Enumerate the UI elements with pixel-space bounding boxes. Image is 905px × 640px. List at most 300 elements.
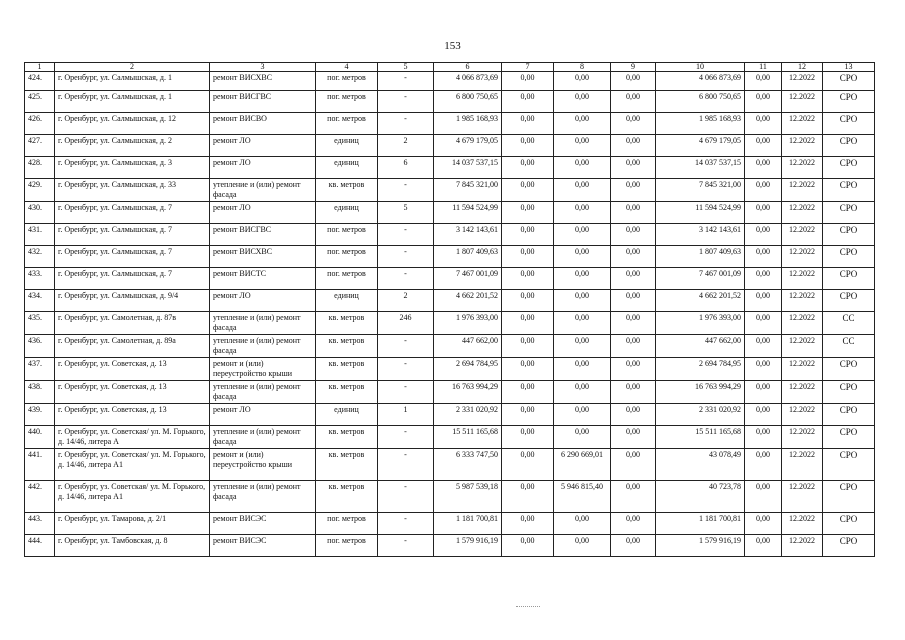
cell-col11-value: 0,00 (745, 449, 782, 481)
cell-unit: кв. метров (316, 449, 378, 481)
cell-work-type: ремонт ЛО (210, 135, 316, 157)
cell-source-code: СРО (823, 268, 875, 290)
cell-work-type: ремонт и (или) переустройство крыши (210, 449, 316, 481)
cell-col9-value: 0,00 (611, 113, 656, 135)
table-row (25, 91, 875, 113)
cell-col11-value: 0,00 (745, 91, 782, 113)
cell-col8-value: 0,00 (554, 224, 611, 246)
cell-quantity: - (378, 224, 434, 246)
cell-col7-value: 0,00 (502, 157, 554, 179)
table-row (25, 157, 875, 179)
cell-col9-value: 0,00 (611, 179, 656, 202)
cell-source-code: СРО (823, 157, 875, 179)
cell-source-code: СРО (823, 224, 875, 246)
cell-total-cost: 15 511 165,68 (434, 426, 502, 449)
cell-completion-date: 12.2022 (782, 358, 823, 381)
page-number: 153 (444, 40, 461, 52)
cell-col10-value: 1 579 916,19 (656, 535, 745, 557)
cell-col8-value: 6 290 669,01 (554, 449, 611, 481)
cell-total-cost: 16 763 994,29 (434, 381, 502, 404)
table-row (25, 179, 875, 202)
cell-total-cost: 1 985 168,93 (434, 113, 502, 135)
cell-col8-value: 0,00 (554, 358, 611, 381)
cell-address: г. Оренбург, уз. Советская/ ул. М. Горького, д. 14/46, литера А1 (55, 481, 210, 513)
cell-col9-value: 0,00 (611, 268, 656, 290)
cell-col8-value: 0,00 (554, 268, 611, 290)
cell-col9-value: 0,00 (611, 535, 656, 557)
cell-row-number: 427. (25, 135, 55, 157)
cell-total-cost: 4 066 873,69 (434, 72, 502, 91)
cell-col7-value: 0,00 (502, 426, 554, 449)
cell-work-type: ремонт ЛО (210, 404, 316, 426)
cell-work-type: ремонт ЛО (210, 157, 316, 179)
cell-col7-value: 0,00 (502, 312, 554, 335)
cell-address: г. Оренбург, ул. Самолетная, д. 89а (55, 335, 210, 358)
cell-quantity: - (378, 179, 434, 202)
cell-col11-value: 0,00 (745, 135, 782, 157)
cell-unit: пог. метров (316, 535, 378, 557)
cell-col8-value: 0,00 (554, 72, 611, 91)
column-header-3: 3 (210, 63, 316, 72)
cell-col8-value: 0,00 (554, 335, 611, 358)
cell-unit: единиц (316, 135, 378, 157)
cell-col9-value: 0,00 (611, 426, 656, 449)
cell-source-code: СРО (823, 246, 875, 268)
cell-col11-value: 0,00 (745, 157, 782, 179)
cell-col11-value: 0,00 (745, 513, 782, 535)
cell-unit: кв. метров (316, 312, 378, 335)
cell-source-code: СРО (823, 426, 875, 449)
cell-total-cost: 1 807 409,63 (434, 246, 502, 268)
cell-col11-value: 0,00 (745, 426, 782, 449)
cell-row-number: 432. (25, 246, 55, 268)
cell-total-cost: 11 594 524,99 (434, 202, 502, 224)
table-row (25, 290, 875, 312)
cell-col11-value: 0,00 (745, 224, 782, 246)
column-header-12: 12 (782, 63, 823, 72)
cell-source-code: СС (823, 312, 875, 335)
cell-total-cost: 7 467 001,09 (434, 268, 502, 290)
cell-col7-value: 0,00 (502, 246, 554, 268)
cell-col7-value: 0,00 (502, 335, 554, 358)
cell-total-cost: 7 845 321,00 (434, 179, 502, 202)
cell-total-cost: 5 987 539,18 (434, 481, 502, 513)
cell-source-code: СРО (823, 202, 875, 224)
cell-row-number: 440. (25, 426, 55, 449)
cell-work-type: ремонт ВИСТС (210, 268, 316, 290)
cell-col7-value: 0,00 (502, 290, 554, 312)
cell-completion-date: 12.2022 (782, 268, 823, 290)
table-row (25, 513, 875, 535)
cell-quantity: 6 (378, 157, 434, 179)
cell-total-cost: 3 142 143,61 (434, 224, 502, 246)
cell-row-number: 428. (25, 157, 55, 179)
cell-address: г. Оренбург, ул. Салмышская, д. 1 (55, 91, 210, 113)
cell-unit: кв. метров (316, 335, 378, 358)
cell-work-type: ремонт ВИСХВС (210, 246, 316, 268)
column-header-1: 1 (25, 63, 55, 72)
cell-unit: единиц (316, 290, 378, 312)
cell-col10-value: 4 679 179,05 (656, 135, 745, 157)
cell-row-number: 435. (25, 312, 55, 335)
cell-col9-value: 0,00 (611, 404, 656, 426)
table-body (25, 72, 875, 557)
cell-col10-value: 11 594 524,99 (656, 202, 745, 224)
cell-col9-value: 0,00 (611, 358, 656, 381)
table-row (25, 381, 875, 404)
cell-source-code: СРО (823, 513, 875, 535)
cell-unit: пог. метров (316, 268, 378, 290)
cell-col10-value: 3 142 143,61 (656, 224, 745, 246)
cell-address: г. Оренбург, ул. Советская, д. 13 (55, 404, 210, 426)
cell-quantity: 1 (378, 404, 434, 426)
cell-address: г. Оренбург, ул. Салмышская, д. 9/4 (55, 290, 210, 312)
cell-col9-value: 0,00 (611, 481, 656, 513)
cell-col9-value: 0,00 (611, 246, 656, 268)
cell-col7-value: 0,00 (502, 179, 554, 202)
cell-address: г. Оренбург, ул. Салмышская, д. 7 (55, 246, 210, 268)
cell-completion-date: 12.2022 (782, 535, 823, 557)
cell-col9-value: 0,00 (611, 157, 656, 179)
cell-completion-date: 12.2022 (782, 179, 823, 202)
cell-total-cost: 1 181 700,81 (434, 513, 502, 535)
cell-col8-value: 0,00 (554, 381, 611, 404)
cell-source-code: СРО (823, 135, 875, 157)
cell-work-type: ремонт ВИСГВС (210, 224, 316, 246)
cell-work-type: утепление и (или) ремонт фасада (210, 179, 316, 202)
cell-col9-value: 0,00 (611, 290, 656, 312)
cell-col10-value: 2 694 784,95 (656, 358, 745, 381)
cell-work-type: ремонт ЛО (210, 202, 316, 224)
cell-col8-value: 0,00 (554, 157, 611, 179)
cell-source-code: СРО (823, 381, 875, 404)
cell-col9-value: 0,00 (611, 72, 656, 91)
cell-col10-value: 16 763 994,29 (656, 381, 745, 404)
cell-source-code: СРО (823, 290, 875, 312)
cell-address: г. Оренбург, ул. Советская/ ул. М. Горького, д. 14/46, литера А1 (55, 449, 210, 481)
cell-col10-value: 2 331 020,92 (656, 404, 745, 426)
cell-source-code: СРО (823, 179, 875, 202)
cell-unit: единиц (316, 404, 378, 426)
cell-quantity: - (378, 481, 434, 513)
cell-col7-value: 0,00 (502, 72, 554, 91)
cell-col9-value: 0,00 (611, 91, 656, 113)
cell-source-code: СРО (823, 481, 875, 513)
cell-col8-value: 0,00 (554, 404, 611, 426)
cell-source-code: СРО (823, 535, 875, 557)
cell-source-code: СРО (823, 358, 875, 381)
cell-col9-value: 0,00 (611, 449, 656, 481)
cell-col7-value: 0,00 (502, 91, 554, 113)
cell-completion-date: 12.2022 (782, 157, 823, 179)
table-row (25, 404, 875, 426)
table-row (25, 268, 875, 290)
cell-address: г. Оренбург, ул. Салмышская, д. 12 (55, 113, 210, 135)
cell-row-number: 443. (25, 513, 55, 535)
cell-quantity: 2 (378, 290, 434, 312)
cell-quantity: - (378, 381, 434, 404)
cell-row-number: 425. (25, 91, 55, 113)
cell-col8-value: 0,00 (554, 91, 611, 113)
table-row (25, 312, 875, 335)
cell-col11-value: 0,00 (745, 312, 782, 335)
cell-col10-value: 4 662 201,52 (656, 290, 745, 312)
cell-completion-date: 12.2022 (782, 113, 823, 135)
cell-address: г. Оренбург, ул. Салмышская, д. 3 (55, 157, 210, 179)
column-header-8: 8 (554, 63, 611, 72)
cell-address: г. Оренбург, ул. Салмышская, д. 7 (55, 268, 210, 290)
cell-work-type: ремонт ВИСХВС (210, 72, 316, 91)
cell-col11-value: 0,00 (745, 268, 782, 290)
cell-completion-date: 12.2022 (782, 404, 823, 426)
cell-completion-date: 12.2022 (782, 224, 823, 246)
cell-address: г. Оренбург, ул. Салмышская, д. 1 (55, 72, 210, 91)
cell-unit: пог. метров (316, 513, 378, 535)
cell-source-code: СРО (823, 404, 875, 426)
cell-col10-value: 15 511 165,68 (656, 426, 745, 449)
cell-col8-value: 0,00 (554, 290, 611, 312)
cell-col10-value: 4 066 873,69 (656, 72, 745, 91)
cell-row-number: 430. (25, 202, 55, 224)
cell-completion-date: 12.2022 (782, 290, 823, 312)
cell-unit: кв. метров (316, 179, 378, 202)
cell-row-number: 442. (25, 481, 55, 513)
cell-completion-date: 12.2022 (782, 335, 823, 358)
column-header-9: 9 (611, 63, 656, 72)
cell-work-type: ремонт ВИСВО (210, 113, 316, 135)
cell-total-cost: 6 333 747,50 (434, 449, 502, 481)
cell-col9-value: 0,00 (611, 224, 656, 246)
cell-row-number: 437. (25, 358, 55, 381)
cell-unit: единиц (316, 157, 378, 179)
table-header (25, 63, 875, 72)
table-row (25, 481, 875, 513)
cell-unit: пог. метров (316, 113, 378, 135)
cell-address: г. Оренбург, ул. Тамбовская, д. 8 (55, 535, 210, 557)
table-row (25, 335, 875, 358)
header-row (25, 63, 875, 72)
cell-quantity: 2 (378, 135, 434, 157)
cell-unit: пог. метров (316, 91, 378, 113)
cell-source-code: СРО (823, 91, 875, 113)
table-row (25, 535, 875, 557)
table-row (25, 426, 875, 449)
cell-col8-value: 0,00 (554, 202, 611, 224)
column-header-10: 10 (656, 63, 745, 72)
cell-col8-value: 0,00 (554, 179, 611, 202)
cell-address: г. Оренбург, ул. Салмышская, д. 7 (55, 202, 210, 224)
column-header-4: 4 (316, 63, 378, 72)
cell-row-number: 439. (25, 404, 55, 426)
table-row (25, 246, 875, 268)
cell-quantity: - (378, 335, 434, 358)
cell-row-number: 429. (25, 179, 55, 202)
table-row (25, 72, 875, 91)
cell-col7-value: 0,00 (502, 113, 554, 135)
cell-col11-value: 0,00 (745, 179, 782, 202)
cell-col7-value: 0,00 (502, 224, 554, 246)
cell-col10-value: 447 662,00 (656, 335, 745, 358)
cell-col7-value: 0,00 (502, 481, 554, 513)
cell-quantity: - (378, 91, 434, 113)
cell-completion-date: 12.2022 (782, 513, 823, 535)
column-header-2: 2 (55, 63, 210, 72)
cell-completion-date: 12.2022 (782, 246, 823, 268)
cell-quantity: - (378, 113, 434, 135)
cell-work-type: утепление и (или) ремонт фасада (210, 481, 316, 513)
cell-work-type: утепление и (или) ремонт фасада (210, 312, 316, 335)
cell-col11-value: 0,00 (745, 202, 782, 224)
cell-source-code: СРО (823, 449, 875, 481)
cell-col8-value: 0,00 (554, 535, 611, 557)
cell-col8-value: 0,00 (554, 246, 611, 268)
cell-row-number: 424. (25, 72, 55, 91)
cell-address: г. Оренбург, ул. Тамарова, д. 2/1 (55, 513, 210, 535)
cell-unit: кв. метров (316, 358, 378, 381)
cell-completion-date: 12.2022 (782, 426, 823, 449)
cell-completion-date: 12.2022 (782, 381, 823, 404)
cell-work-type: утепление и (или) ремонт фасада (210, 426, 316, 449)
cell-row-number: 438. (25, 381, 55, 404)
cell-col11-value: 0,00 (745, 358, 782, 381)
cell-unit: кв. метров (316, 381, 378, 404)
cell-total-cost: 6 800 750,65 (434, 91, 502, 113)
cell-total-cost: 2 331 020,92 (434, 404, 502, 426)
cell-address: г. Оренбург, ул. Самолетная, д. 87в (55, 312, 210, 335)
cell-work-type: утепление и (или) ремонт фасада (210, 335, 316, 358)
cell-row-number: 434. (25, 290, 55, 312)
table-row (25, 202, 875, 224)
table-row (25, 113, 875, 135)
cell-col7-value: 0,00 (502, 202, 554, 224)
cell-work-type: ремонт ВИСЭС (210, 513, 316, 535)
cell-work-type: ремонт ВИСГВС (210, 91, 316, 113)
table-row (25, 449, 875, 481)
table-row (25, 224, 875, 246)
cell-col11-value: 0,00 (745, 381, 782, 404)
cell-row-number: 436. (25, 335, 55, 358)
cell-work-type: ремонт ВИСЭС (210, 535, 316, 557)
cell-address: г. Оренбург, ул. Салмышская, д. 7 (55, 224, 210, 246)
column-header-6: 6 (434, 63, 502, 72)
cell-col10-value: 1 181 700,81 (656, 513, 745, 535)
cell-quantity: - (378, 513, 434, 535)
cell-col11-value: 0,00 (745, 481, 782, 513)
cell-work-type: ремонт ЛО (210, 290, 316, 312)
cell-col10-value: 7 845 321,00 (656, 179, 745, 202)
cell-total-cost: 1 579 916,19 (434, 535, 502, 557)
cell-address: г. Оренбург, ул. Салмышская, д. 2 (55, 135, 210, 157)
cell-row-number: 433. (25, 268, 55, 290)
cell-col11-value: 0,00 (745, 113, 782, 135)
cell-quantity: 5 (378, 202, 434, 224)
cell-completion-date: 12.2022 (782, 481, 823, 513)
column-header-13: 13 (823, 63, 875, 72)
cell-col9-value: 0,00 (611, 381, 656, 404)
cell-col10-value: 1 976 393,00 (656, 312, 745, 335)
cell-unit: пог. метров (316, 224, 378, 246)
cell-completion-date: 12.2022 (782, 449, 823, 481)
cell-source-code: СС (823, 335, 875, 358)
cell-unit: пог. метров (316, 246, 378, 268)
cell-col9-value: 0,00 (611, 513, 656, 535)
cell-col10-value: 1 807 409,63 (656, 246, 745, 268)
cell-quantity: - (378, 426, 434, 449)
cell-col7-value: 0,00 (502, 268, 554, 290)
cell-work-type: утепление и (или) ремонт фасада (210, 381, 316, 404)
cell-quantity: - (378, 72, 434, 91)
cell-quantity: - (378, 268, 434, 290)
cell-col10-value: 43 078,49 (656, 449, 745, 481)
cell-col8-value: 0,00 (554, 113, 611, 135)
cell-completion-date: 12.2022 (782, 72, 823, 91)
cell-completion-date: 12.2022 (782, 202, 823, 224)
cell-col7-value: 0,00 (502, 513, 554, 535)
column-header-7: 7 (502, 63, 554, 72)
cell-col8-value: 0,00 (554, 135, 611, 157)
cell-col7-value: 0,00 (502, 381, 554, 404)
cell-quantity: - (378, 535, 434, 557)
cell-col11-value: 0,00 (745, 246, 782, 268)
cell-unit: единиц (316, 202, 378, 224)
cell-address: г. Оренбург, ул. Советская, д. 13 (55, 358, 210, 381)
cell-row-number: 441. (25, 449, 55, 481)
cell-quantity: - (378, 358, 434, 381)
cell-address: г. Оренбург, ул. Салмышская, д. 33 (55, 179, 210, 202)
cell-col7-value: 0,00 (502, 404, 554, 426)
cell-source-code: СРО (823, 72, 875, 91)
cell-col7-value: 0,00 (502, 135, 554, 157)
cell-work-type: ремонт и (или) переустройство крыши (210, 358, 316, 381)
cell-total-cost: 1 976 393,00 (434, 312, 502, 335)
cell-quantity: 246 (378, 312, 434, 335)
table-row (25, 135, 875, 157)
cell-col11-value: 0,00 (745, 404, 782, 426)
cell-col9-value: 0,00 (611, 335, 656, 358)
cell-col8-value: 5 946 815,40 (554, 481, 611, 513)
cell-completion-date: 12.2022 (782, 135, 823, 157)
cell-address: г. Оренбург, ул. Советская/ ул. М. Горького, д. 14/46, литера А (55, 426, 210, 449)
cell-row-number: 444. (25, 535, 55, 557)
cell-col11-value: 0,00 (745, 72, 782, 91)
cell-completion-date: 12.2022 (782, 312, 823, 335)
cell-row-number: 426. (25, 113, 55, 135)
cell-quantity: - (378, 246, 434, 268)
cell-completion-date: 12.2022 (782, 91, 823, 113)
cell-col7-value: 0,00 (502, 358, 554, 381)
cell-quantity: - (378, 449, 434, 481)
cell-address: г. Оренбург, ул. Советская, д. 13 (55, 381, 210, 404)
cell-col7-value: 0,00 (502, 449, 554, 481)
column-header-11: 11 (745, 63, 782, 72)
cell-unit: кв. метров (316, 481, 378, 513)
cell-col8-value: 0,00 (554, 426, 611, 449)
scan-mark (516, 606, 540, 608)
cell-unit: пог. метров (316, 72, 378, 91)
cell-col10-value: 6 800 750,65 (656, 91, 745, 113)
cell-col10-value: 1 985 168,93 (656, 113, 745, 135)
column-header-5: 5 (378, 63, 434, 72)
cell-total-cost: 4 679 179,05 (434, 135, 502, 157)
cell-col8-value: 0,00 (554, 513, 611, 535)
cell-col10-value: 40 723,78 (656, 481, 745, 513)
cell-total-cost: 2 694 784,95 (434, 358, 502, 381)
cell-unit: кв. метров (316, 426, 378, 449)
cell-col10-value: 7 467 001,09 (656, 268, 745, 290)
cell-col10-value: 14 037 537,15 (656, 157, 745, 179)
cell-col8-value: 0,00 (554, 312, 611, 335)
cell-col7-value: 0,00 (502, 535, 554, 557)
